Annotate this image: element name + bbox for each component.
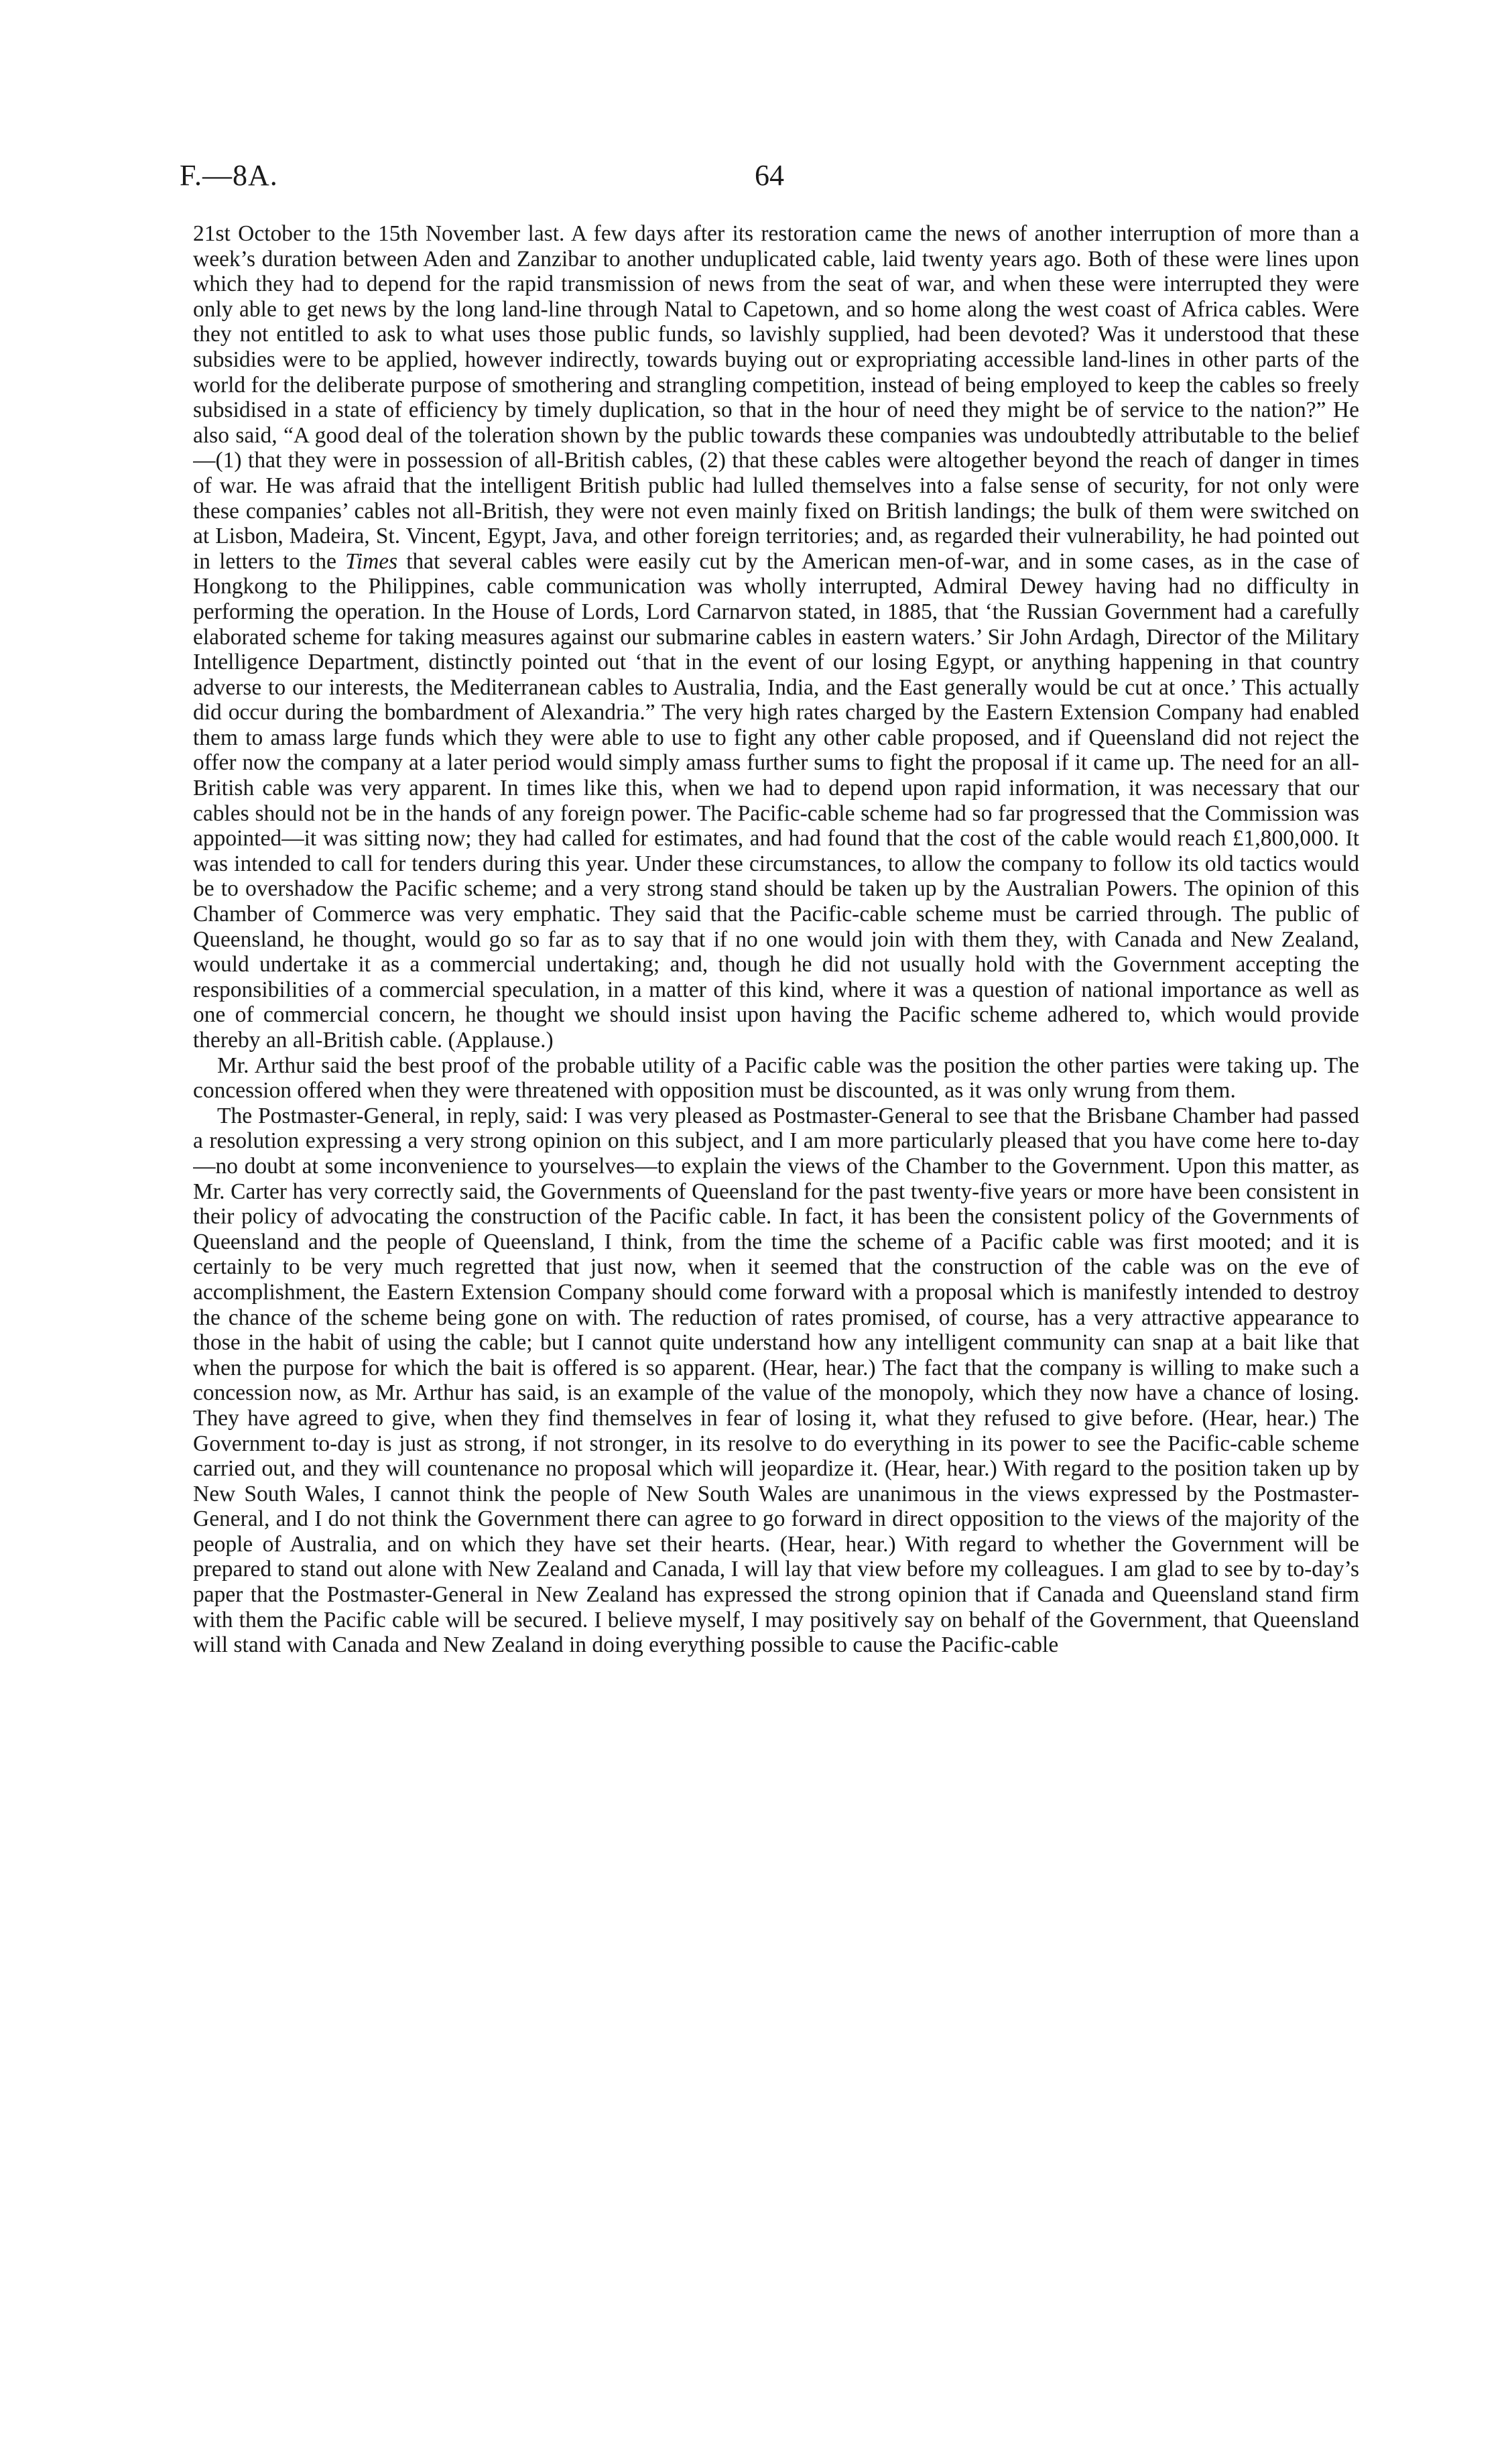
paragraph-p2 — [193, 1053, 1359, 1103]
paragraph-text: The Postmaster-General, in reply, said: I was very pleased as Postmaster-General to see that the Brisbane Chamber had passed a resolution expressing a very strong opinion on this subject, and I am more particularly pleased that you have come here to-day—no doubt at some inconvenience to yourselves—to explain the views of the Chamber to the Government. Upon this matter, as Mr. Carter has very correctly said, the Governments of Queensland for the past twenty-five years or more have been consistent in their policy of advocating the construction of the Pacific cable. In fact, it has been the consistent policy of the Governments of Queensland and the people of Queensland, I think, from the time the scheme of a Pacific cable was first mooted; and it is certainly to be very much regretted that just now, when it seemed that the construction of the cable was on the eve of accomplishment, the Eastern Extension Company should come forward with a proposal which is manifestly intended to destroy the chance of the scheme being gone on with. The reduction of rates promised, of course, has a very attractive appearance to those in the habit of using the cable; but I cannot quite understand how any intelligent community can snap at a bait like that when the purpose for which the bait is offered is so apparent. (Hear, hear.) The fact that the company is willing to make such a concession now, as Mr. Arthur has said, is an example of the value of the monopoly, which they now have a chance of losing. They have agreed to give, when they find themselves in fear of losing it, what they refused to give before. (Hear, hear.) The Government to-day is just as strong, if not stronger, in its resolve to do everything in its power to see the Pacific-cable scheme carried out, and they will countenance no proposal which will jeopardize it. (Hear, hear.) With regard to the position taken up by New South Wales, I cannot think the people of New South Wales are unanimous in the views expressed by the Postmaster-General, and I do not think the Government there can agree to go forward in direct opposition to the views of the majority of the people of Australia, and on which they have set their hearts. (Hear, hear.) With regard to whether the Government will be prepared to stand out alone with New Zealand and Canada, I will lay that view before my colleagues. I am glad to see by to-day’s paper that the Postmaster-General in New Zealand has expressed the strong opinion that if Canada and Queensland stand firm with them the Pacific cable will be secured. I believe myself, I may positively say on behalf of the Government, that Queensland will stand with Canada and New Zealand in doing everything possible to cause the Pacific-cable — [193, 1103, 1359, 1658]
paragraph-text: that several cables were easily cut by the American men-of-war, and in some cases, as in the case of Hongkong to the Philippines, cable communication was wholly interrupted, Admiral Dewey having had no difficulty in performing the operation. In the House of Lords, Lord Carnarvon stated, in 1885, that ‘the Russian Government had a carefully elaborated scheme for taking measures against our submarine cables in eastern waters.’ Sir John Ardagh, Director of the Military Intelligence Department, distinctly pointed out ‘that in the event of our losing Egypt, or anything happening in that country adverse to our interests, the Mediterranean cables to Australia, India, and the East generally would be cut at once.’ This actually did occur during the bombardment of Alexandria.” The very high rates charged by the Eastern Extension Company had enabled them to amass large funds which they were able to use to fight any other cable proposed, and if Queensland did not reject the offer now the company at a later period would simply amass further sums to fight the proposal if it came up. The need for an all-British cable was very apparent. In times like this, when we had to depend upon rapid information, it was necessary that our cables should not be in the hands of any foreign power. The Pacific-cable scheme had so far progressed that the Commission was appointed—it was sitting now; they had called for estimates, and had found that the cost of the cable would reach £1,800,000. It was intended to call for tenders during this year. Under these circumstances, to allow the company to follow its old tactics would be to overshadow the Pacific scheme; and a very strong stand should be taken up by the Australian Powers. The opinion of this Chamber of Commerce was very emphatic. They said that the Pacific-cable scheme must be carried through. The public of Queensland, he thought, would go so far as to say that if no one would join with them they, with Canada and New Zealand, would undertake it as a commercial undertaking; and, though he did not usually hold with the Government accepting the responsibilities of a commercial speculation, in a matter of this kind, where it was a question of national importance as well as one of commercial concern, he thought we should insist upon having the Pacific scheme adhered to, which would provide thereby an all-British cable. (Applause.) — [193, 548, 1359, 1053]
paragraph-text: 21st October to the 15th November last. A few days after its restoration came the news of another interruption of more than a week’s duration between Aden and Zanzibar to another unduplicated cable, laid twenty years ago. Both of these were lines upon which they had to depend for the rapid transmission of news from the seat of war, and when these were interrupted they were only able to get news by the long land-line through Natal to Capetown, and so home along the west coast of Africa cables. Were they not entitled to ask to what uses those public funds, so lavishly supplied, had been devoted? Was it understood that these subsidies were to be applied, however indirectly, towards buying out or expropriating accessible land-lines in other parts of the world for the deliberate purpose of smothering and strangling competition, instead of being employed to keep the cables so freely subsidised in a state of efficiency by timely duplication, so that in the hour of need they might be of service to the nation?” He also said, “A good deal of the toleration shown by the public towards these companies was undoubtedly attributable to the belief—(1) that they were in possession of all-British cables, (2) that these cables were altogether beyond the reach of danger in times of war. He was afraid that the intelligent British public had lulled themselves into a false sense of security, for not only were these companies’ cables not all-British, they were not even mainly fixed on British landings; the bulk of them were switched on at Lisbon, Madeira, St. Vincent, Egypt, Java, and other foreign territories; and, as regarded their vulnerability, he had pointed out in letters to the — [193, 221, 1359, 574]
body-text — [193, 221, 1359, 2380]
paragraph-p3 — [193, 1103, 1359, 1658]
paragraph-text: Mr. Arthur said the best proof of the probable utility of a Pacific cable was the position the other parties were taking up. The concession offered when they were threatened with opposition must be discounted, as it was only wrung from them. — [193, 1053, 1359, 1103]
paragraph-p1 — [193, 221, 1359, 1053]
italic-text: Times — [344, 548, 398, 574]
page-header — [180, 156, 1359, 196]
page-number: 64 — [755, 159, 784, 192]
document-reference: F.—8A. — [180, 159, 278, 192]
